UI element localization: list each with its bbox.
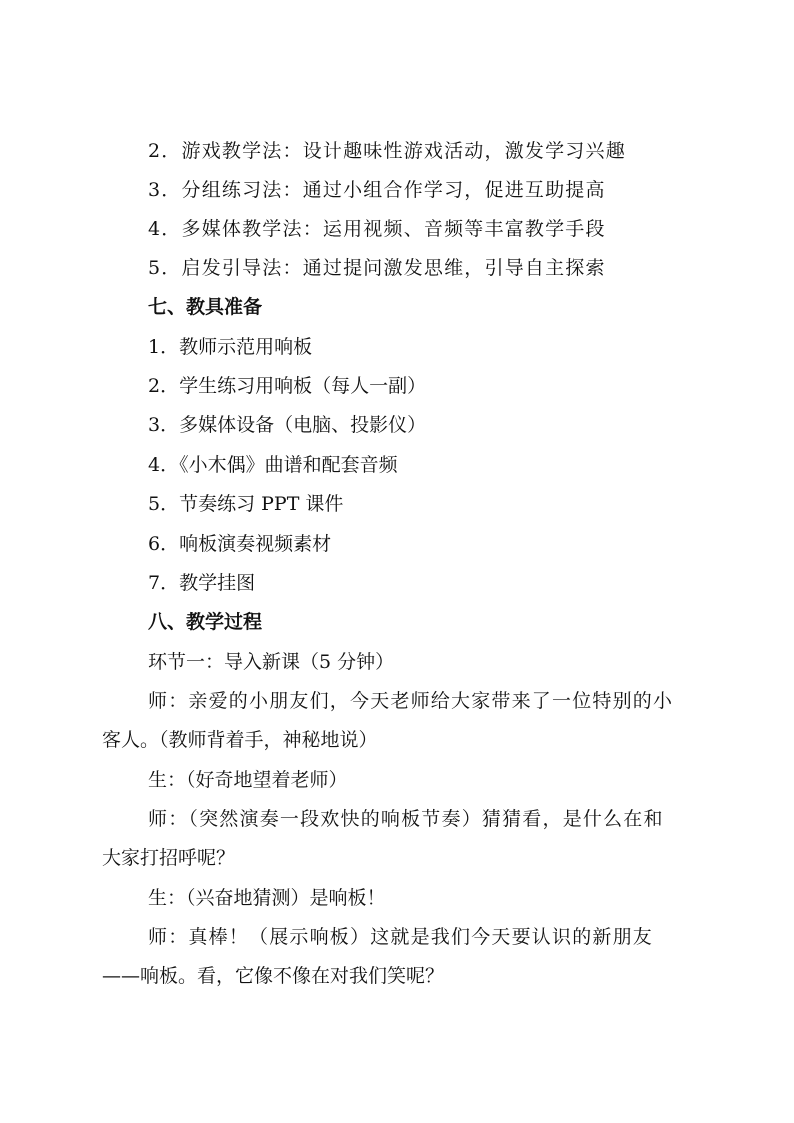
method-item: 2．游戏教学法：设计趣味性游戏活动，激发学习兴趣 xyxy=(148,140,626,162)
dialogue-line: 生：（好奇地望着老师） xyxy=(148,769,348,791)
dialogue-line: 大家打招呼呢？ xyxy=(102,847,236,869)
dialogue-line: 师：真棒！（展示响板）这就是我们今天要认识的新朋友 xyxy=(148,926,654,948)
list-item: 4．《小木偶》曲谱和配套音频 xyxy=(148,454,398,476)
section-heading: 七、教具准备 xyxy=(148,296,263,318)
dialogue-line: 生：（兴奋地猜测）是响板！ xyxy=(148,887,386,909)
dialogue-line: ——响板。看，它像不像在对我们笑呢？ xyxy=(102,965,445,987)
method-item: 5．启发引导法：通过提问激发思维，引导自主探索 xyxy=(148,257,606,279)
section-heading: 八、教学过程 xyxy=(148,611,263,633)
dialogue-line: 师：（突然演奏一段欢快的响板节奏）猜猜看，是什么在和 xyxy=(148,808,664,830)
dialogue-line: 客人。（教师背着手，神秘地说） xyxy=(102,729,378,751)
list-item: 2．学生练习用响板（每人一副） xyxy=(148,375,427,397)
method-item: 3．分组练习法：通过小组合作学习，促进互助提高 xyxy=(148,179,606,201)
dialogue-line: 师：亲爱的小朋友们，今天老师给大家带来了一位特别的小 xyxy=(148,690,674,712)
list-item: 1．教师示范用响板 xyxy=(148,336,313,358)
list-item: 3．多媒体设备（电脑、投影仪） xyxy=(148,414,427,436)
step-title: 环节一：导入新课（5 分钟） xyxy=(148,651,395,673)
list-item: 7．教学挂图 xyxy=(148,572,256,594)
method-item: 4．多媒体教学法：运用视频、音频等丰富教学手段 xyxy=(148,218,606,240)
list-item: 5．节奏练习 PPT 课件 xyxy=(148,493,344,515)
list-item: 6．响板演奏视频素材 xyxy=(148,533,332,555)
